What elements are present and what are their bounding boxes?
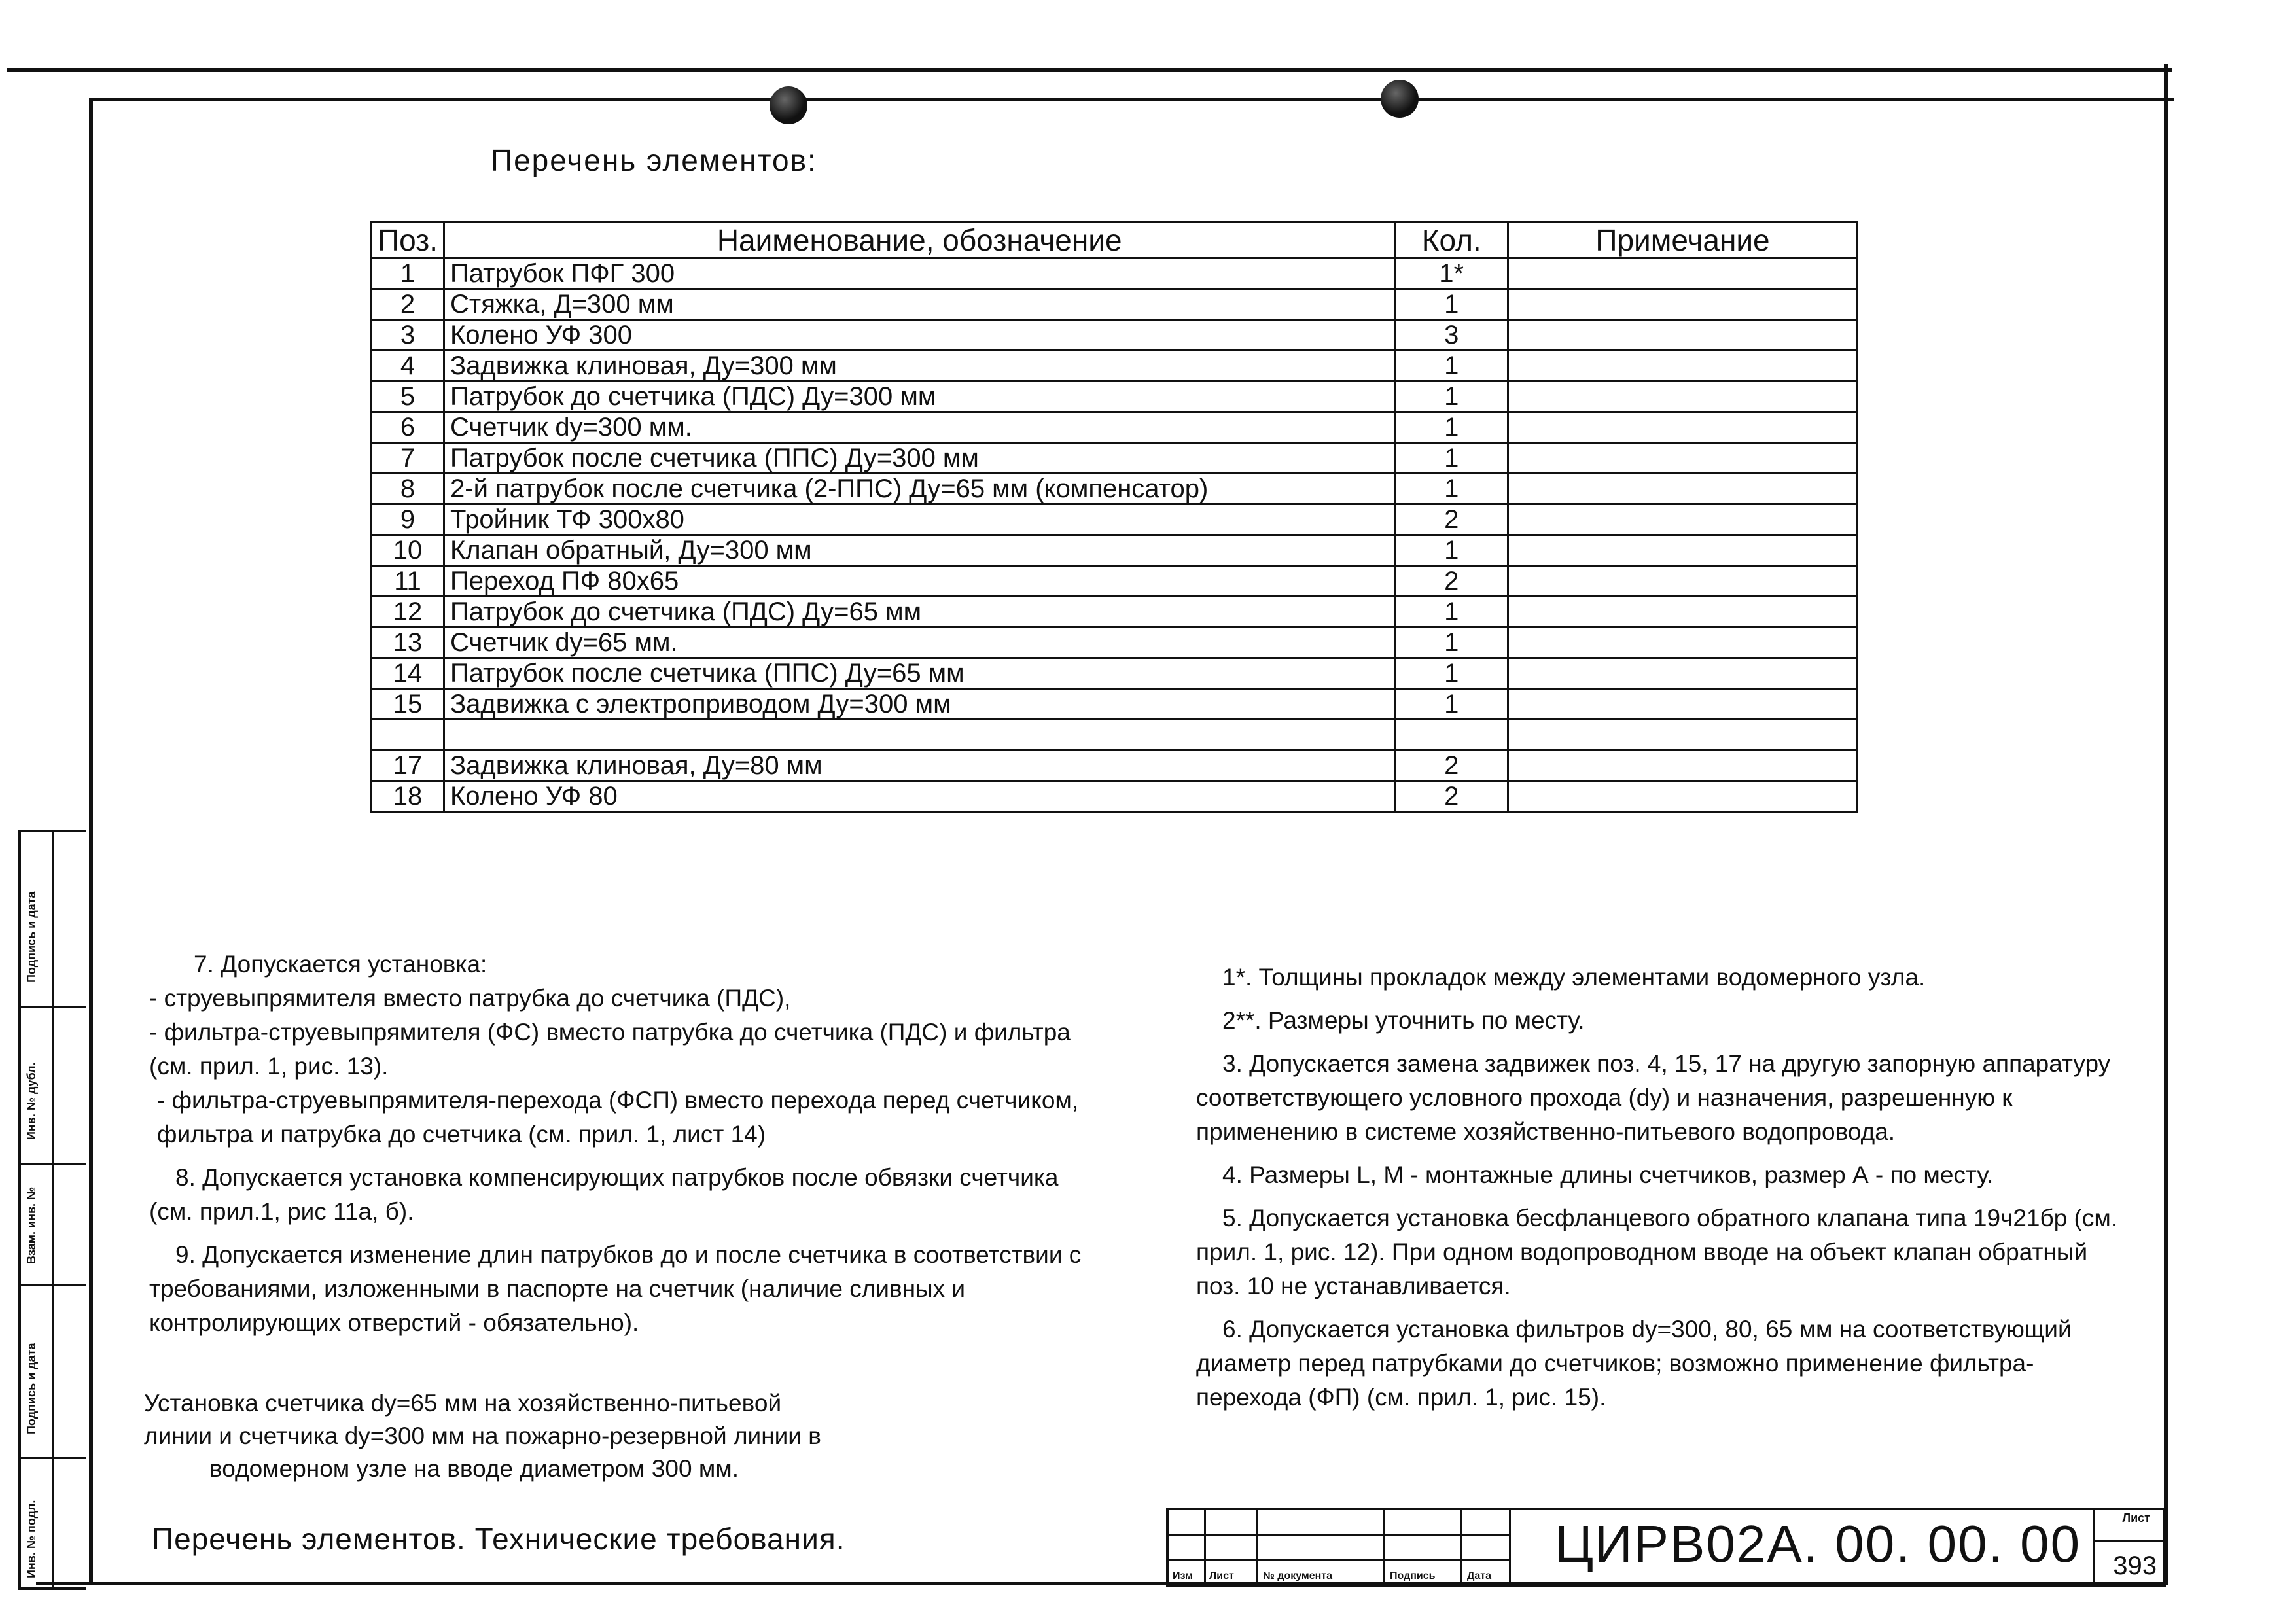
cell-qty: 2 (1395, 504, 1508, 535)
note-item: - струевыпрямителя вместо патрубка до счетчика (ПДС), (149, 985, 791, 1012)
cell-note (1508, 504, 1858, 535)
cell-qty: 2 (1395, 781, 1508, 812)
note-item: 8. Допускается установка компенсирующих патрубков после обвязки счетчика (см. прил.1, рис 11а, б). (149, 1164, 1059, 1225)
table-row (372, 627, 1858, 658)
table-row (372, 320, 1858, 351)
document-number: ЦИРВ02А. 00. 00. 00 (1555, 1515, 2081, 1573)
table-row (372, 381, 1858, 412)
note-item: 3. Допускается замена задвижек поз. 4, 15, 17 на другую запорную аппаратуру соответствующего условного прохода (dy) и назначения, разрешенную к применению в системе хозяйственно-питьевого водопровода. (1196, 1050, 2111, 1145)
title-block (1166, 1508, 2166, 1587)
table-row (372, 720, 1858, 750)
summary-line: водомерном узле на вводе диаметром 300 мм. (209, 1455, 739, 1482)
cell-name: Колено УФ 80 (444, 781, 1395, 812)
stamp-col-label: Изм (1173, 1570, 1193, 1581)
note-item: 2**. Размеры уточнить по месту. (1222, 1007, 1585, 1034)
side-stamp-separator (21, 1457, 86, 1459)
cell-pos: 9 (372, 504, 444, 535)
table-header-row (372, 222, 1858, 258)
table-row (372, 474, 1858, 504)
cell-pos (372, 720, 444, 750)
cell-qty: 1 (1395, 689, 1508, 720)
cell-pos: 2 (372, 289, 444, 320)
cell-qty: 1 (1395, 597, 1508, 627)
header-name: Наименование, обозначение (444, 222, 1395, 258)
right-notes (1196, 961, 2125, 1424)
cell-name: Патрубок до счетчика (ПДС) Ду=300 мм (444, 381, 1395, 412)
cell-note (1508, 750, 1858, 781)
cell-note (1508, 627, 1858, 658)
stamp-row-line (2093, 1540, 2163, 1542)
table-row (372, 597, 1858, 627)
cell-name: Счетчик dy=65 мм. (444, 627, 1395, 658)
cell-pos: 11 (372, 566, 444, 597)
cell-pos: 8 (372, 474, 444, 504)
cell-name: Задвижка клиновая, Ду=300 мм (444, 351, 1395, 381)
sheet-number: 393 (2113, 1551, 2157, 1580)
cell-pos: 3 (372, 320, 444, 351)
cell-pos: 18 (372, 781, 444, 812)
cell-qty: 1 (1395, 474, 1508, 504)
cell-pos: 1 (372, 258, 444, 289)
cell-pos: 17 (372, 750, 444, 781)
cell-pos: 15 (372, 689, 444, 720)
cell-name: Патрубок после счетчика (ППС) Ду=65 мм (444, 658, 1395, 689)
side-stamp-separator (21, 1284, 86, 1286)
cell-qty (1395, 720, 1508, 750)
elements-table (370, 221, 1858, 813)
side-label: Инв. № дубл. (25, 1062, 38, 1140)
table-row (372, 658, 1858, 689)
table-row (372, 566, 1858, 597)
cell-note (1508, 381, 1858, 412)
table-row (372, 412, 1858, 443)
right-border-line (2164, 64, 2168, 1582)
table-row (372, 689, 1858, 720)
cell-note (1508, 320, 1858, 351)
cell-qty: 2 (1395, 566, 1508, 597)
cell-qty: 1 (1395, 627, 1508, 658)
cell-note (1508, 351, 1858, 381)
note-item: - фильтра-струевыпрямителя-перехода (ФСП) вместо перехода перед счетчиком, фильтра и патрубка до счетчика (см. прил. 1, лист 14) (157, 1087, 1079, 1148)
stamp-col-label: Подпись (1390, 1570, 1436, 1581)
cell-note (1508, 689, 1858, 720)
cell-qty: 2 (1395, 750, 1508, 781)
cell-name: Колено УФ 300 (444, 320, 1395, 351)
cell-pos: 5 (372, 381, 444, 412)
note-item: 6. Допускается установка фильтров dy=300, 80, 65 мм на соответствующий диаметр перед патрубками до счетчиков; возможно применение фильтра-перехода (ФП) (см. прил. 1, рис. 15). (1196, 1316, 2072, 1411)
summary-line: линии и счетчика dy=300 мм на пожарно-резервной линии в (144, 1422, 821, 1449)
page-title: Перечень элементов: (491, 143, 817, 177)
note-item: 9. Допускается изменение длин патрубков до и после счетчика в соответствии с требованиями, изложенными в паспорте на счетчик (наличие сливных и контролирующих отверстий - обязательно). (149, 1241, 1082, 1336)
stamp-col-line (1256, 1510, 1258, 1585)
table-row (372, 535, 1858, 566)
cell-note (1508, 566, 1858, 597)
note-item: 1*. Толщины прокладок между элементами водомерного узла. (1222, 964, 1926, 991)
cell-pos: 6 (372, 412, 444, 443)
stamp-row-line (1169, 1534, 1509, 1536)
cell-name: Тройник ТФ 300х80 (444, 504, 1395, 535)
cell-name: Патрубок после счетчика (ППС) Ду=300 мм (444, 443, 1395, 474)
cell-note (1508, 258, 1858, 289)
cell-name (444, 720, 1395, 750)
table-row (372, 443, 1858, 474)
cell-name: Клапан обратный, Ду=300 мм (444, 535, 1395, 566)
cell-qty: 1 (1395, 381, 1508, 412)
cell-note (1508, 781, 1858, 812)
stamp-col-line (1509, 1510, 1511, 1585)
cell-qty: 1 (1395, 658, 1508, 689)
installation-summary (144, 1387, 995, 1485)
cell-name: Задвижка клиновая, Ду=80 мм (444, 750, 1395, 781)
stamp-col-line (2093, 1510, 2095, 1585)
table-row (372, 781, 1858, 812)
cell-note (1508, 289, 1858, 320)
note-item: 4. Размеры L, M - монтажные длины счетчиков, размер А - по месту. (1222, 1161, 1994, 1188)
top-border-line (7, 68, 2172, 72)
punch-hole-icon (1381, 80, 1419, 118)
header-pos: Поз. (372, 222, 444, 258)
cell-name: Стяжка, Д=300 мм (444, 289, 1395, 320)
punch-hole-icon (770, 86, 807, 124)
header-qty: Кол. (1395, 222, 1508, 258)
stamp-col-label: Дата (1467, 1570, 1492, 1581)
stamp-col-label: № документа (1263, 1570, 1333, 1581)
cell-qty: 1 (1395, 289, 1508, 320)
side-stamp (18, 830, 86, 1590)
footer-title: Перечень элементов. Технические требования. (152, 1522, 845, 1556)
table-row (372, 258, 1858, 289)
table-row (372, 750, 1858, 781)
cell-pos: 7 (372, 443, 444, 474)
cell-name: Счетчик dy=300 мм. (444, 412, 1395, 443)
cell-pos: 12 (372, 597, 444, 627)
note-item: - фильтра-струевыпрямителя (ФС) вместо патрубка до счетчика (ПДС) и фильтра (см. прил. 1, рис. 13). (149, 1019, 1071, 1080)
cell-name: Патрубок до счетчика (ПДС) Ду=65 мм (444, 597, 1395, 627)
cell-note (1508, 443, 1858, 474)
cell-pos: 10 (372, 535, 444, 566)
cell-qty: 1 (1395, 535, 1508, 566)
cell-note (1508, 474, 1858, 504)
cell-note (1508, 658, 1858, 689)
side-label: Подпись и дата (25, 1343, 38, 1434)
cell-qty: 3 (1395, 320, 1508, 351)
cell-note (1508, 597, 1858, 627)
cell-pos: 13 (372, 627, 444, 658)
cell-name: 2-й патрубок после счетчика (2-ППС) Ду=65 мм (компенсатор) (444, 474, 1395, 504)
cell-name: Переход ПФ 80х65 (444, 566, 1395, 597)
stamp-row-line (1169, 1559, 1509, 1561)
stamp-col-line (1460, 1510, 1462, 1585)
summary-line: Установка счетчика dy=65 мм на хозяйственно-питьевой (144, 1390, 782, 1417)
side-label: Подпись и дата (25, 891, 38, 983)
table-row (372, 504, 1858, 535)
cell-qty: 1 (1395, 412, 1508, 443)
side-stamp-separator (21, 1006, 86, 1008)
stamp-col-line (1383, 1510, 1385, 1585)
cell-qty: 1 (1395, 443, 1508, 474)
cell-pos: 4 (372, 351, 444, 381)
cell-name: Патрубок ПФГ 300 (444, 258, 1395, 289)
header-note: Примечание (1508, 222, 1858, 258)
side-stamp-divider (52, 832, 54, 1587)
cell-name: Задвижка с электроприводом Ду=300 мм (444, 689, 1395, 720)
side-stamp-separator (21, 1163, 86, 1165)
table-row (372, 351, 1858, 381)
left-notes (149, 947, 1105, 1349)
cell-qty: 1* (1395, 258, 1508, 289)
side-label: Взам. инв. № (25, 1186, 38, 1264)
stamp-col-label: Лист (1209, 1570, 1234, 1581)
stamp-col-line (1204, 1510, 1206, 1585)
note-item: 5. Допускается установка бесфланцевого обратного клапана типа 19ч21бр (см. прил. 1, рис. 12). При одном водопроводном вводе на объект клапан обратный поз. 10 не устанавливается. (1196, 1205, 2118, 1299)
side-label: Инв. № подл. (25, 1500, 38, 1578)
note-item: 7. Допускается установка: (194, 951, 487, 978)
cell-pos: 14 (372, 658, 444, 689)
cell-note (1508, 535, 1858, 566)
cell-note (1508, 720, 1858, 750)
table-row (372, 289, 1858, 320)
cell-note (1508, 412, 1858, 443)
cell-qty: 1 (1395, 351, 1508, 381)
sheet-label: Лист (2122, 1511, 2150, 1525)
